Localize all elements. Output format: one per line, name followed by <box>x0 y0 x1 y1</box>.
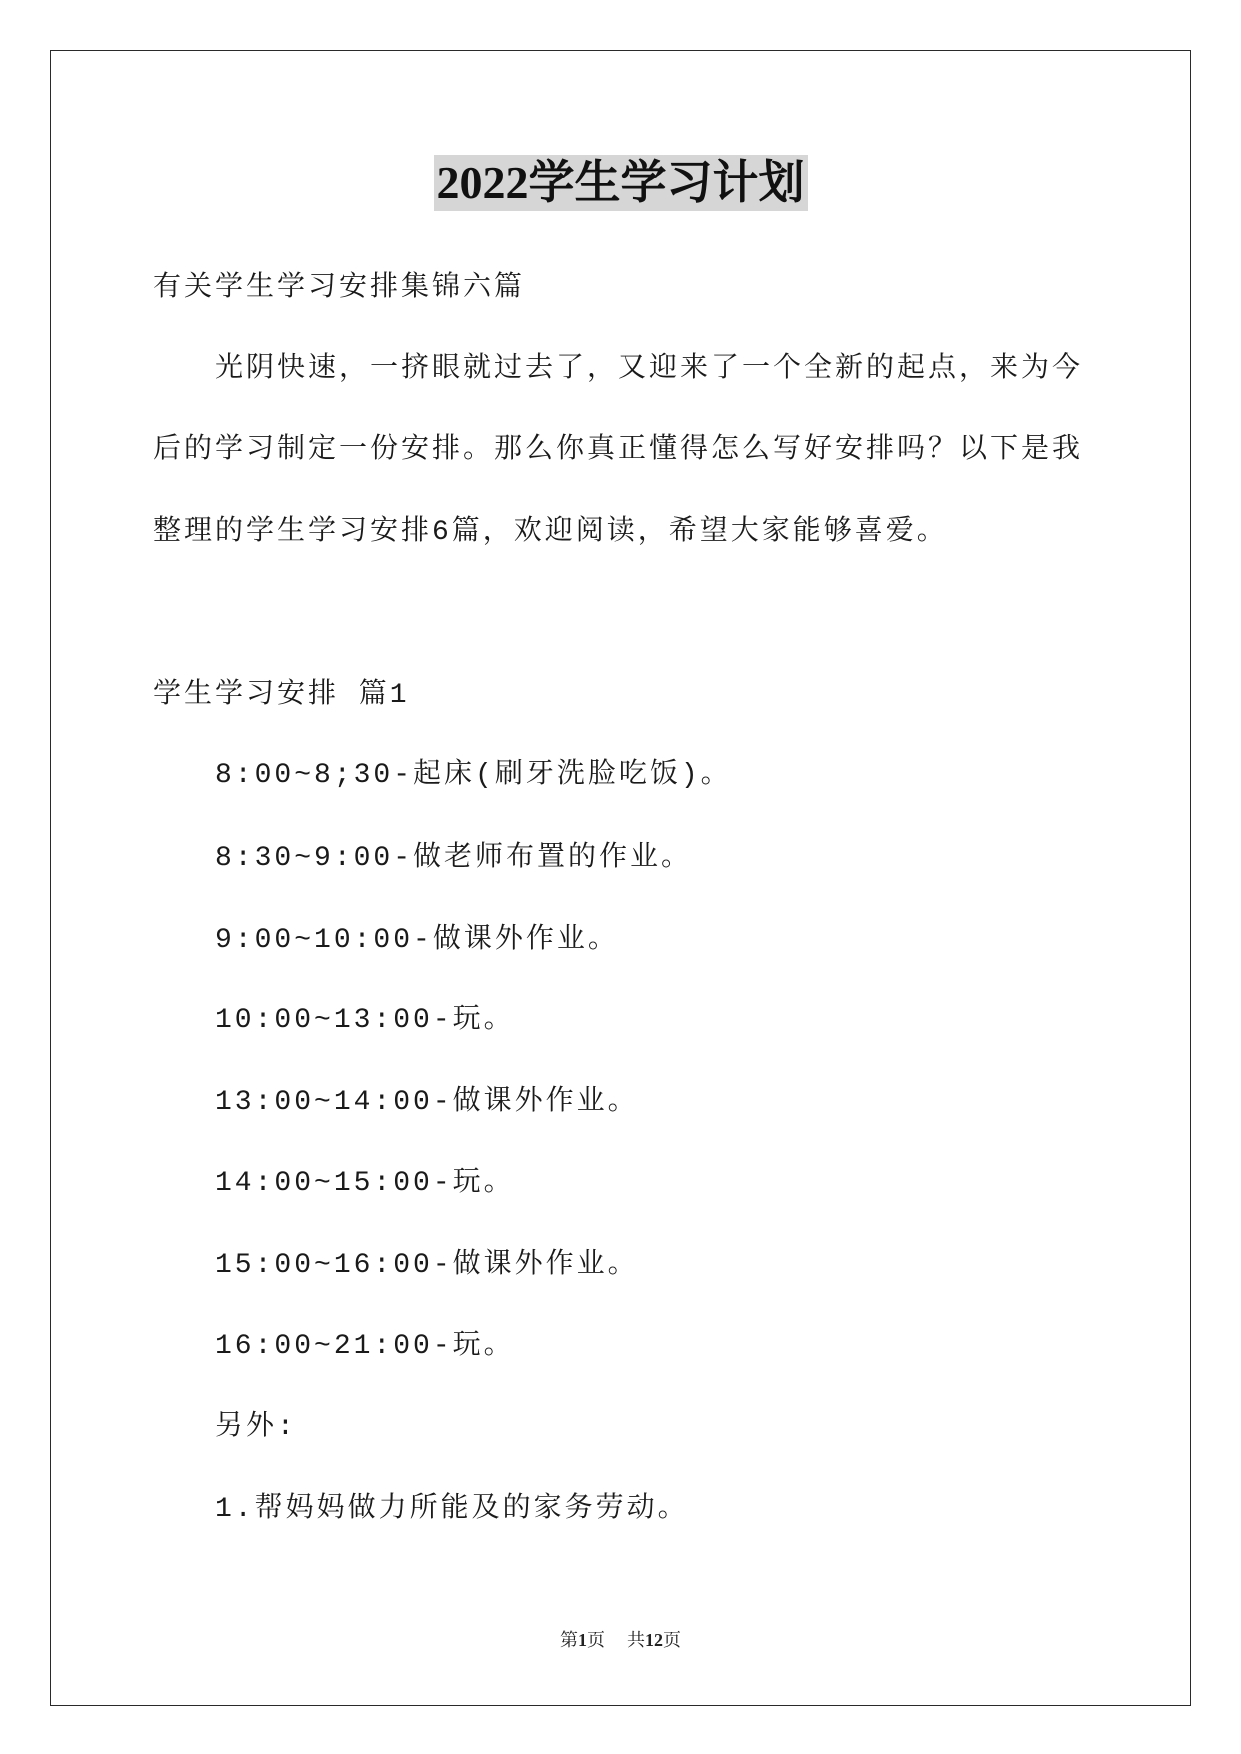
extra-item: 1.帮妈妈做力所能及的家务劳动。 <box>215 1494 689 1525</box>
extra-label: 另外: <box>215 1412 297 1443</box>
total-suffix: 页 <box>663 1630 681 1650</box>
page-suffix: 页 <box>587 1630 605 1650</box>
page-number: 1 <box>578 1630 587 1650</box>
schedule-item: 8:30~9:00-做老师布置的作业。 <box>215 843 693 874</box>
schedule-item: 14:00~15:00-玩。 <box>215 1168 515 1199</box>
schedule-item: 9:00~10:00-做课外作业。 <box>215 925 619 956</box>
schedule-item: 16:00~21:00-玩。 <box>215 1331 515 1362</box>
page-footer <box>0 1628 1241 1652</box>
document-subtitle: 有关学生学习安排集锦六篇 <box>153 273 526 304</box>
page-prefix: 第 <box>560 1630 578 1650</box>
schedule-item: 10:00~13:00-玩。 <box>215 1005 515 1036</box>
schedule-item: 13:00~14:00-做课外作业。 <box>215 1087 639 1118</box>
intro-line: 光阴快速，一挤眼就过去了，又迎来了一个全新的起点，来为今 <box>215 354 1084 385</box>
section-heading: 学生学习安排 篇1 <box>153 680 410 711</box>
schedule-item: 15:00~16:00-做课外作业。 <box>215 1250 639 1281</box>
total-prefix: 共 <box>627 1630 645 1650</box>
schedule-item: 8:00~8;30-起床(刷牙洗脸吃饭)。 <box>215 760 732 791</box>
intro-line: 后的学习制定一份安排。那么你真正懂得怎么写好安排吗？以下是我 <box>153 435 1084 466</box>
intro-line: 整理的学生学习安排6篇，欢迎阅读，希望大家能够喜爱。 <box>153 517 948 548</box>
document-title: 2022学生学习计划 <box>434 155 808 211</box>
title-row <box>0 155 1241 211</box>
total-pages: 12 <box>645 1630 663 1650</box>
